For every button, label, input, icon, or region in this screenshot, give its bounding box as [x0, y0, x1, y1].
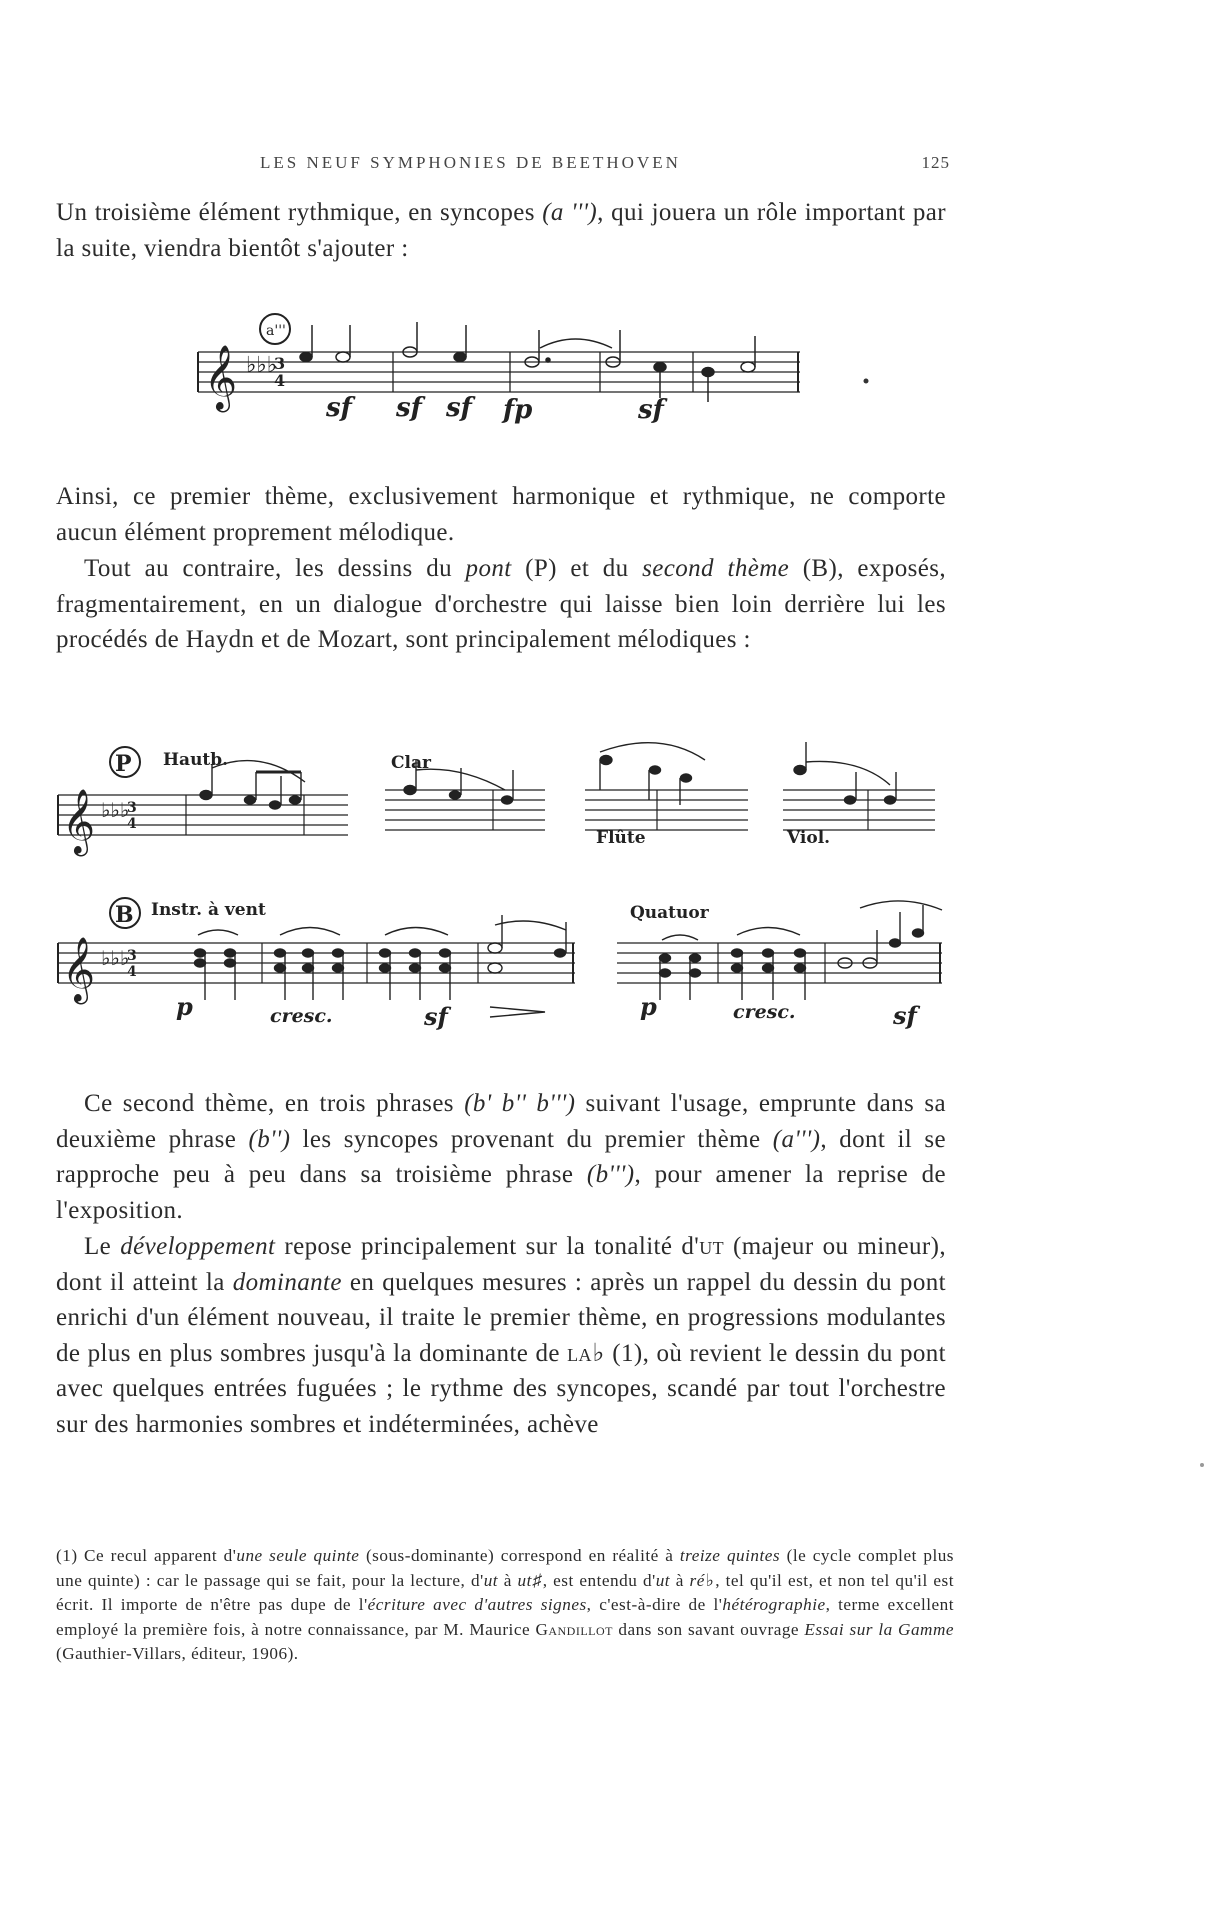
text-run: (1), où revient le dessin du pont avec quelques entrées fuguées ; le rythme des syncopes, scandé par tout l'orchestre sur des harmonies sombres et indéterminées, achève	[56, 1339, 946, 1438]
text-run: , qui jouera un rôle important par la suite, viendra bientôt s'ajouter :	[56, 199, 946, 262]
label-quatuor: Quatuor	[630, 903, 709, 923]
label-viol: Viol.	[787, 828, 831, 848]
term-ut: ut	[699, 1233, 724, 1260]
treble-clef-icon: 𝄞	[62, 789, 96, 854]
dynamic-sf: sf	[424, 1002, 448, 1031]
paragraph-premier-theme: Ainsi, ce premier thème, exclusivement harmonique et rythmique, ne comporte aucun élément proprement mélodique.	[56, 483, 946, 546]
svg-text:4: 4	[127, 964, 137, 980]
footnote	[56, 1544, 954, 1667]
page-number: 125	[921, 153, 950, 172]
text-run: , tel qu'il est, et non tel qu'il est écrit. Il importe de n'être pas dupe de l'	[56, 1570, 954, 1614]
label-hautb: Hautb.	[163, 750, 229, 770]
label-instr-a-vent: Instr. à vent	[151, 900, 266, 920]
reference-a3: (a ''')	[542, 199, 598, 226]
text-run: (Gauthier-Villars, éditeur, 1906).	[56, 1644, 299, 1663]
dynamic-sf: sf	[638, 395, 664, 425]
text-run: les syncopes provenant du premier thème	[290, 1125, 773, 1153]
paragraph-second-theme	[56, 1086, 946, 1228]
flat-icon: ♭♭♭	[101, 946, 130, 970]
emphasis: ut	[483, 1570, 499, 1590]
dynamic-p: p	[176, 992, 193, 1021]
label-clar: Clar	[391, 753, 431, 773]
text-run: Le	[84, 1233, 121, 1260]
running-title: LES NEUF SYMPHONIES DE BEETHOVEN	[260, 153, 681, 172]
term-la-flat: la♭	[567, 1339, 606, 1367]
text-run: (P) et du	[511, 555, 643, 582]
dynamic-p: p	[640, 992, 657, 1021]
dynamic-sf: sf	[893, 1001, 917, 1030]
text-run: , est entendu d'	[542, 1570, 656, 1590]
text-run: à	[670, 1570, 690, 1590]
svg-text:4: 4	[127, 816, 137, 832]
reference-b2: (b'')	[248, 1125, 291, 1153]
page-speck	[1200, 1463, 1204, 1467]
text-run: (le cycle complet plus une quinte) : car le passage qui se fait, pour la lecture, d'	[56, 1546, 954, 1590]
reference-a3: (a''')	[772, 1125, 821, 1153]
reference-b3: (b''')	[586, 1161, 635, 1189]
term-second-theme: second thème	[642, 555, 790, 582]
text-run: dans son savant ouvrage	[613, 1619, 805, 1639]
dynamic-cresc: cresc.	[733, 1001, 796, 1023]
flat-icon: ♭♭♭	[246, 353, 278, 378]
dynamic-cresc: cresc.	[270, 1005, 333, 1027]
text-run: à	[498, 1570, 518, 1590]
text-run: suivant l'usage, emprunte dans sa deuxième phrase	[56, 1090, 946, 1153]
book-title: Essai sur la Gamme	[804, 1619, 954, 1639]
emphasis: écriture avec d'autres signes	[367, 1595, 587, 1614]
dynamic-sf: sf	[396, 393, 422, 423]
svg-text:4: 4	[274, 371, 286, 390]
term-dominante: dominante	[232, 1268, 342, 1296]
text-run: , c'est-à-dire de l'	[586, 1595, 723, 1614]
paragraph-developpement	[56, 1229, 946, 1443]
emphasis: treize quintes	[679, 1546, 781, 1565]
text-run: , dont il se rapproche peu à peu dans sa troisième phrase	[56, 1125, 947, 1189]
text-run: (1) Ce recul apparent d'	[56, 1546, 237, 1565]
label-flute: Flûte	[596, 828, 646, 848]
dynamic-fp: fp	[503, 395, 533, 425]
treble-clef-icon: 𝄞	[204, 345, 238, 410]
emphasis: hétérographie	[722, 1595, 826, 1614]
dynamic-sf: sf	[326, 393, 352, 423]
text-run: Tout au contraire, les dessins du	[84, 555, 466, 582]
text-run: en quelques mesures : après un rappel du dessin du pont enrichi d'un élément nouveau, il traite le premier thème, en progressions modulantes de plus en plus sombres jusqu'à la dominante de	[56, 1268, 946, 1367]
text-run: , pour amener la reprise de l'exposition.	[56, 1161, 947, 1224]
term-pont: pont	[465, 555, 512, 582]
text-run: (sous-dominante) correspond en réalité à	[359, 1546, 680, 1565]
emphasis: ut♯	[517, 1570, 543, 1590]
marker-b: B	[115, 902, 134, 928]
marker-a3: a'''	[266, 323, 286, 339]
svg-text:3: 3	[127, 948, 137, 964]
text-run: repose principalement sur la tonalité d'	[275, 1233, 700, 1260]
time-signature: 3	[274, 354, 286, 373]
dynamic-sf: sf	[446, 393, 472, 423]
term-developpement: développement	[120, 1233, 276, 1260]
emphasis: ré♭	[689, 1570, 716, 1590]
flat-icon: ♭♭♭	[101, 798, 130, 822]
marker-p: P	[115, 751, 132, 777]
author-name: Gandillot	[535, 1619, 614, 1639]
text-run: Ce second thème, en trois phrases	[84, 1090, 465, 1117]
svg-text:3: 3	[127, 800, 137, 816]
text-run: , terme excellent employé la première fois, à notre connaissance, par M. Maurice	[56, 1595, 955, 1639]
text-run: (majeur ou mineur), dont il atteint la	[56, 1233, 946, 1296]
text-run: Un troisième élément rythmique, en syncopes	[56, 199, 543, 226]
reference-b: (b' b'' b''')	[464, 1090, 576, 1117]
treble-clef-icon: 𝄞	[62, 937, 96, 1002]
emphasis: ut	[655, 1570, 671, 1590]
text-run: (B), exposés, fragmentairement, en un dialogue d'orchestre qui laisse bien loin derrière lui les procédés de Haydn et de Mozart, sont principalement mélodiques :	[56, 555, 947, 654]
emphasis: une seule quinte	[236, 1546, 360, 1565]
